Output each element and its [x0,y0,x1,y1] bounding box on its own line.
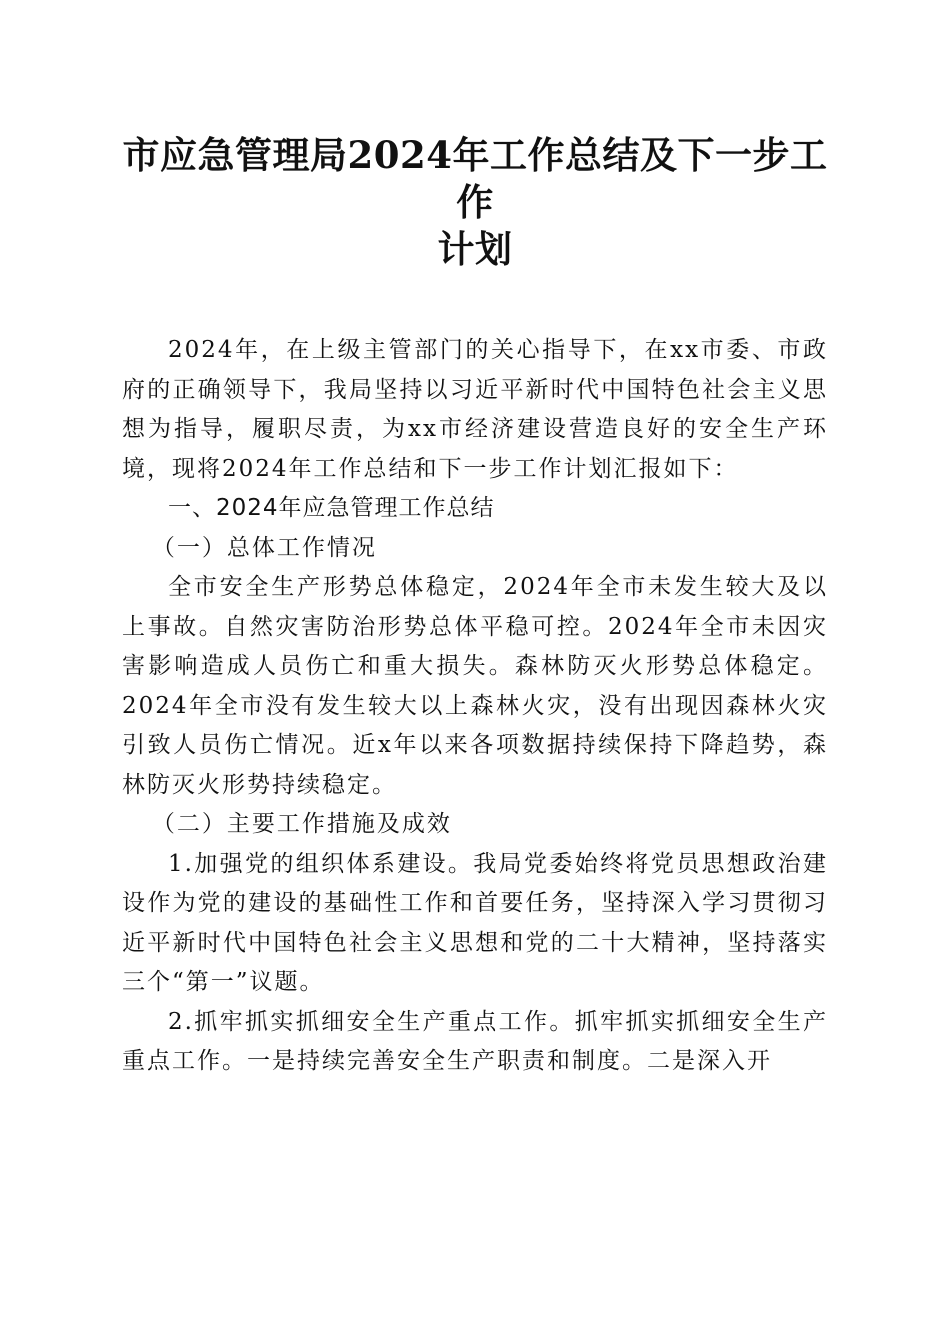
section-heading-summary: 一、2024年应急管理工作总结 [168,495,495,521]
subsection-heading-measures: （二）主要工作措施及成效 [151,811,452,837]
title-line-2: 计划 [437,227,513,271]
subsection-heading-overall: （一）总体工作情况 [151,534,377,561]
title-spacer [122,273,828,331]
title-line-1: 市应急管理局2024年工作总结及下一步工作 [122,133,828,224]
document-title [122,132,828,273]
measure-item-2: 2.抓牢抓实抓细安全生产重点工作。抓牢抓实抓细安全生产重点工作。一是持续完善安全生产职责和制度。二是深入开 [122,1008,828,1074]
intro-paragraph: 2024年，在上级主管部门的关心指导下，在xx市委、市政府的正确领导下，我局坚持以习近平新时代中国特色社会主义思想为指导，履职尽责，为xx市经济建设营造良好的安全生产环境，现将2024年工作总结和下一步工作计划汇报如下： [122,337,828,482]
measure-item-1: 1.加强党的组织体系建设。我局党委始终将党员思想政治建设作为党的建设的基础性工作和首要任务，坚持深入学习贯彻习近平新时代中国特色社会主义思想和党的二十大精神，坚持落实三个“第一”议题。 [122,850,828,995]
overall-situation-paragraph: 全市安全生产形势总体稳定，2024年全市未发生较大及以上事故。自然灾害防治形势总体平稳可控。2024年全市未因灾害影响造成人员伤亡和重大损失。森林防灭火形势总体稳定。2024年全市没有发生较大以上森林火灾，没有出现因森林火灾引致人员伤亡情况。近x年以来各项数据持续保持下降趋势，森林防灭火形势持续稳定。 [122,574,828,798]
